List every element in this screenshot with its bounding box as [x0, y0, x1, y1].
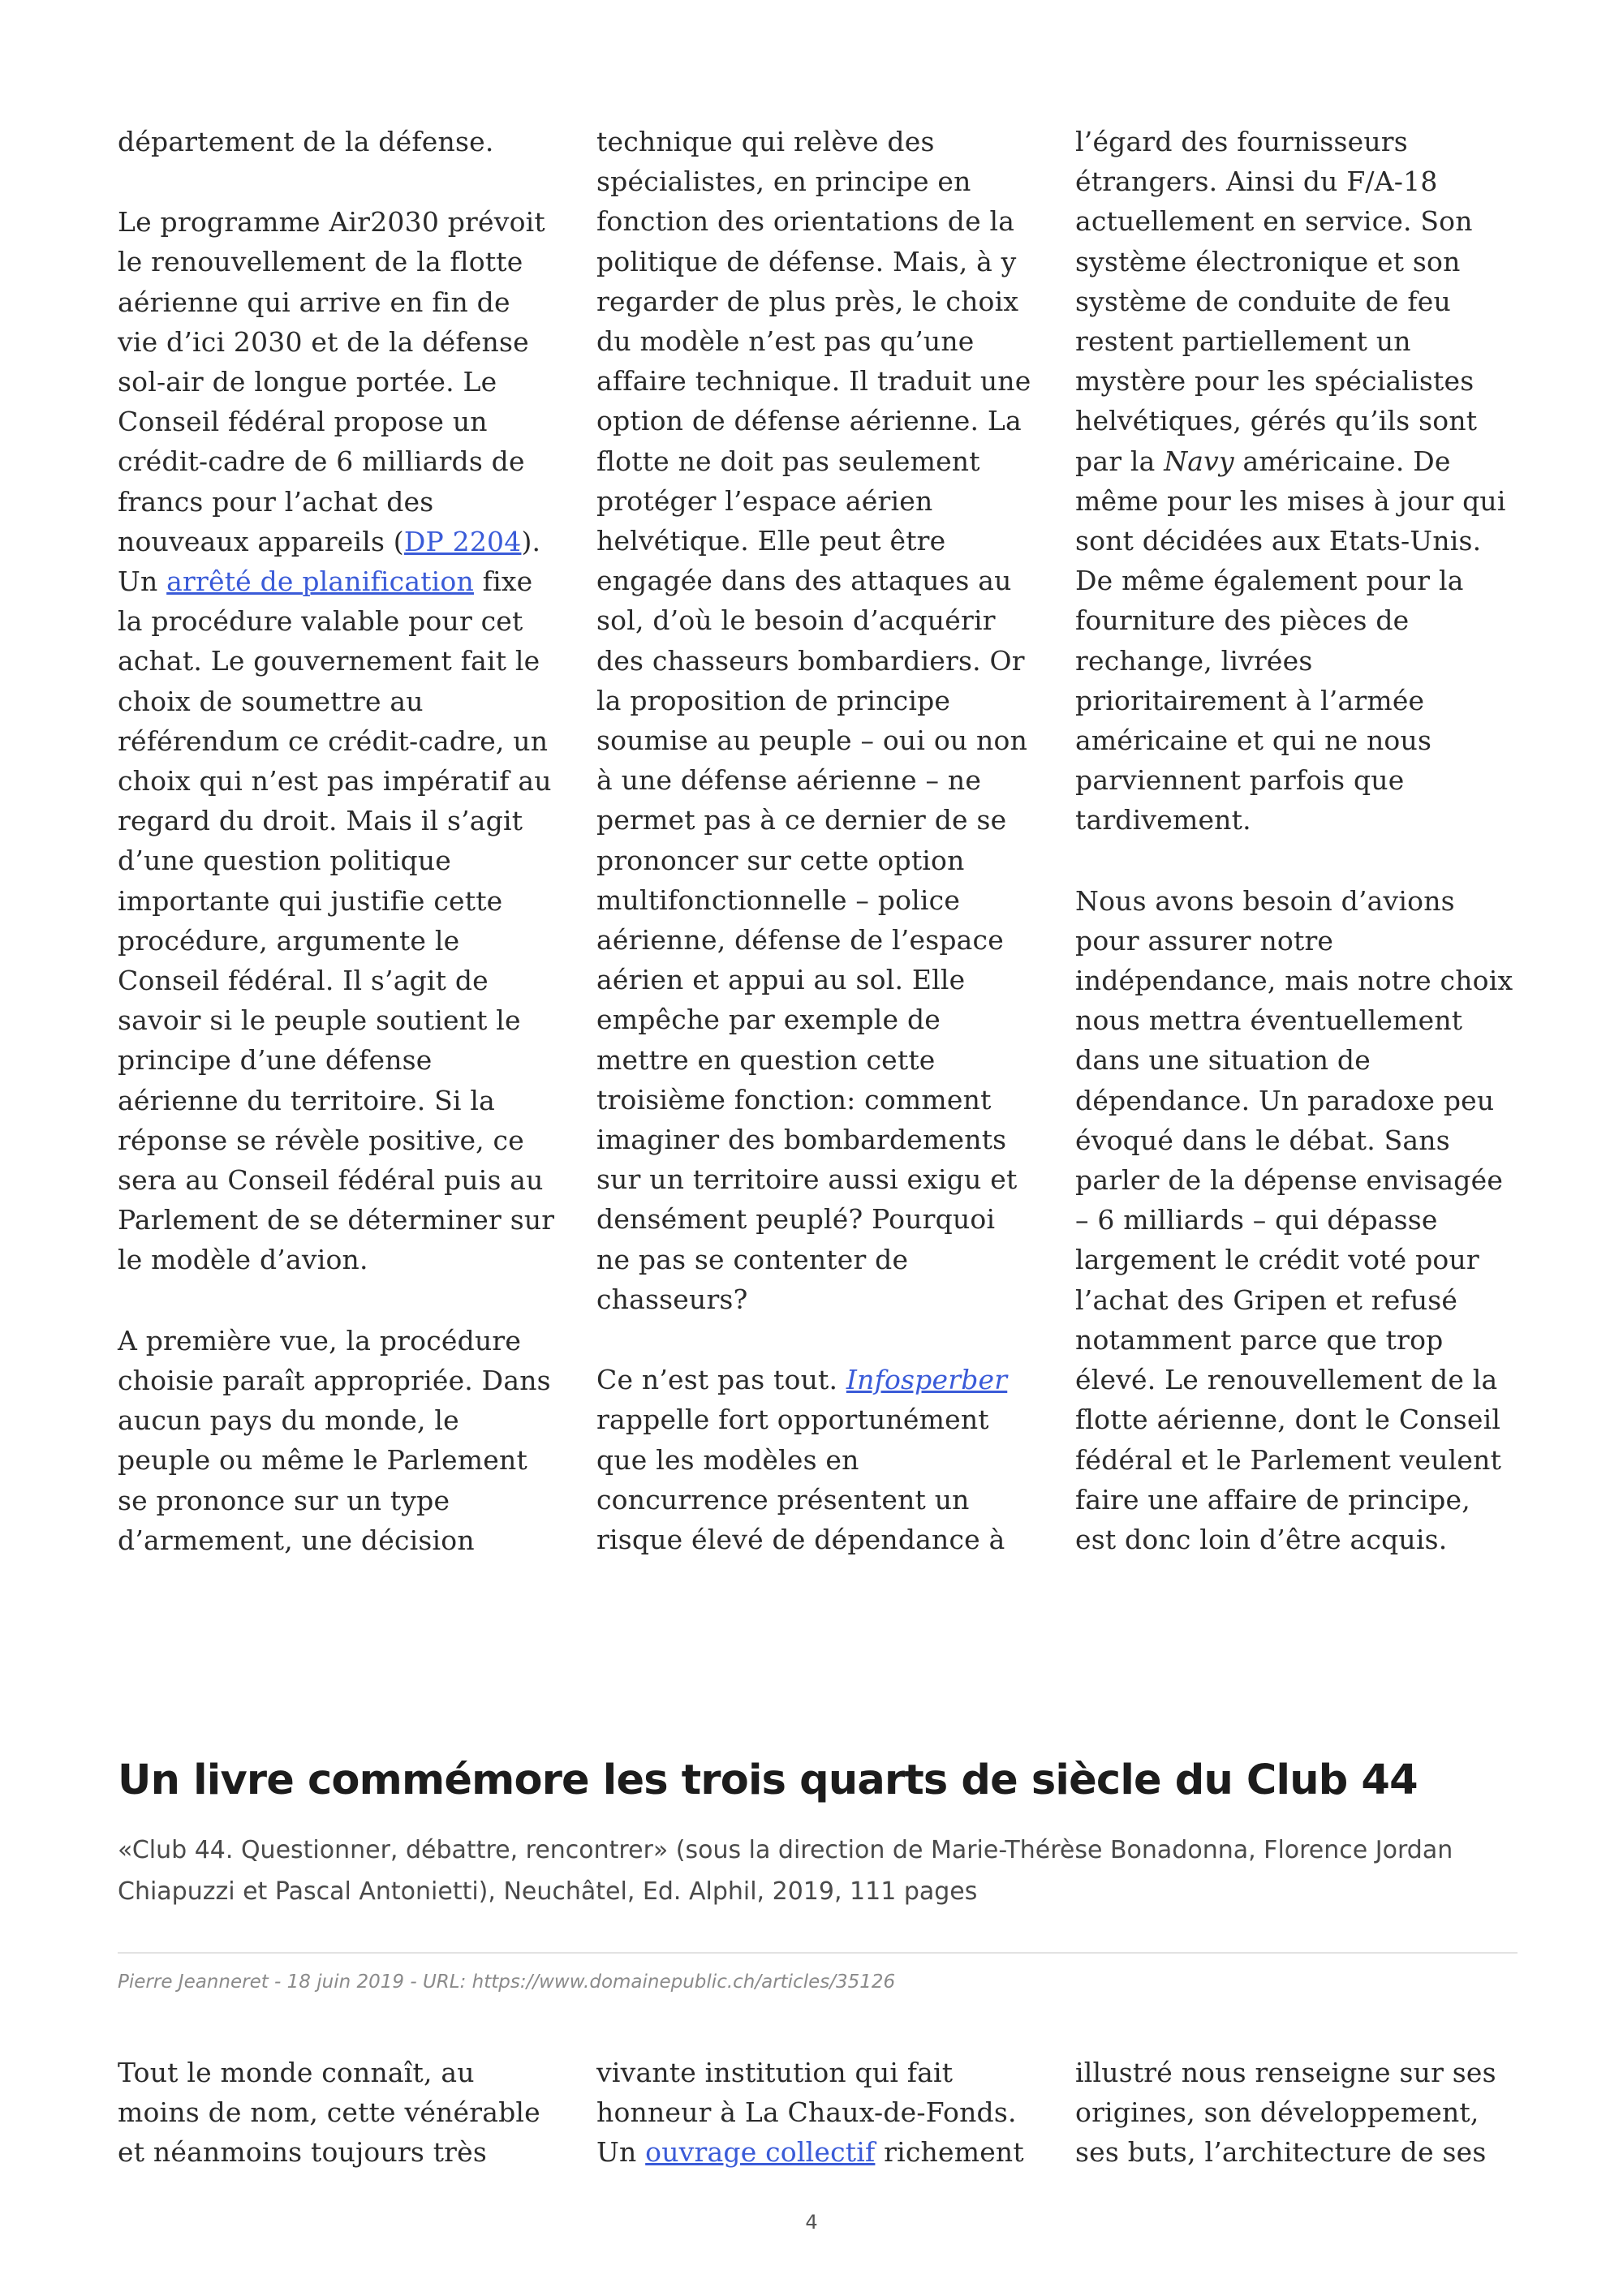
paragraph: Ce n’est pas tout. Infosperber rappelle fort opportunément que les modèles en concurrence présentent un risque élevé de dépendance à	[596, 1364, 1008, 1555]
paragraph: l’égard des fournisseurs étrangers. Ainsi du F/A-18 actuellement en service. Son système électronique et son système de conduite de feu restent partiellement un mystère pour les spécialistes helvétiques, gérés qu’ils sont par la Navy américaine. De même pour les mises à jour qui sont décidées aux Etats-Unis. De même également pour la fourniture des pièces de rechange, livrées prioritairement à l’armée américaine et qui ne nous parviennent parfois que tardivement.	[1075, 126, 1506, 836]
paragraph: Le programme Air2030 prévoit le renouvellement de la flotte aérienne qui arrive en fin de vie d’ici 2030 et de la défense sol-air de longue portée. Le Conseil fédéral propose un crédit-cadre de 6 milliards de francs pour l’achat des nouveaux appareils (DP 2204). Un arrêté de planification fixe la procédure valable pour cet achat. Le gouvernement fait le choix de soumettre au référendum ce crédit-cadre, un choix qui n’est pas impératif au regard du droit. Mais il s’agit d’une question politique importante qui justifie cette procédure, argumente le Conseil fédéral. Il s’agit de savoir si le peuple soutient le principe d’une défense aérienne du territoire. Si la réponse se révèle positive, ce sera au Conseil fédéral puis au Parlement de se déterminer sur le modèle d’avion.	[118, 206, 555, 1276]
column-2	[596, 122, 1035, 1560]
article-subtitle: «Club 44. Questionner, débattre, rencontrer» (sous la direction de Marie-Thérèse Bonadonna, Florence Jordan Chiapuzzi et Pascal Antonietti), Neuchâtel, Ed. Alphil, 2019, 111 pages	[118, 1836, 1453, 1906]
paragraph: Tout le monde connaît, au moins de nom, cette vénérable et néanmoins toujours très	[118, 2057, 540, 2169]
link-dp-2204[interactable]: DP 2204	[403, 525, 522, 557]
paragraph: vivante institution qui fait honneur à La Chaux-de-Fonds. Un ouvrage collectif richement	[596, 2057, 1024, 2169]
column-1	[118, 2053, 556, 2173]
article-title: Un livre commémore les trois quarts de siècle du Club 44	[118, 1756, 1418, 1804]
link-ouvrage-collectif[interactable]: ouvrage collectif	[645, 2136, 876, 2169]
column-2	[596, 2053, 1035, 2173]
link-infosperber[interactable]: Infosperber	[846, 1364, 1008, 1396]
paragraph: illustré nous renseigne sur ses origines, son développement, ses buts, l’architecture de ses	[1075, 2057, 1496, 2169]
paragraph: département de la défense.	[118, 126, 494, 157]
paragraph: technique qui relève des spécialistes, en principe en fonction des orientations de la politique de défense. Mais, à y regarder de plus près, le choix du modèle n’est pas qu’une affaire technique. Il traduit une option de défense aérienne. La flotte ne doit pas seulement protéger l’espace aérien helvétique. Elle peut être engagée dans des attaques au sol, d’où le besoin d’acquérir des chasseurs bombardiers. Or la proposition de principe soumise au peuple – oui ou non à une défense aérienne – ne permet pas à ce dernier de se prononcer sur cette option multifonctionnelle – police aérienne, défense de l’espace aérien et appui au sol. Elle empêche par exemple de mettre en question cette troisième fonction: comment imaginer des bombardements sur un territoire aussi exigu et densément peuplé? Pourquoi ne pas se contenter de chasseurs?	[596, 126, 1031, 1315]
page-number: 4	[805, 2211, 818, 2234]
emphasis-navy: Navy	[1164, 445, 1234, 477]
column-1	[118, 122, 556, 1560]
paragraph: Nous avons besoin d’avions pour assurer notre indépendance, mais notre choix nous mettra éventuellement dans une situation de dépendance. Un paradoxe peu évoqué dans le débat. Sans parler de la dépense envisagée – 6 milliards – qui dépasse largement le crédit voté pour l’achat des Gripen et refusé notamment parce que trop élevé. Le renouvellement de la flotte aérienne, dont le Conseil fédéral et le Parlement veulent faire une affaire de principe, est donc loin d’être acquis.	[1075, 884, 1513, 1555]
column-3	[1075, 2053, 1513, 2173]
article-columns-bottom	[118, 2053, 1513, 2173]
divider	[118, 1952, 1518, 1954]
article-meta: Pierre Jeanneret - 18 juin 2019 - URL: https://www.domainepublic.ch/articles/35126	[118, 1971, 896, 1993]
link-arrete-de-planification[interactable]: arrêté de planification	[166, 565, 474, 598]
column-3	[1075, 122, 1513, 1560]
article-columns-top	[118, 122, 1513, 1560]
paragraph: A première vue, la procédure choisie paraît appropriée. Dans aucun pays du monde, le peuple ou même le Parlement se prononce sur un type d’armement, une décision	[118, 1324, 551, 1556]
